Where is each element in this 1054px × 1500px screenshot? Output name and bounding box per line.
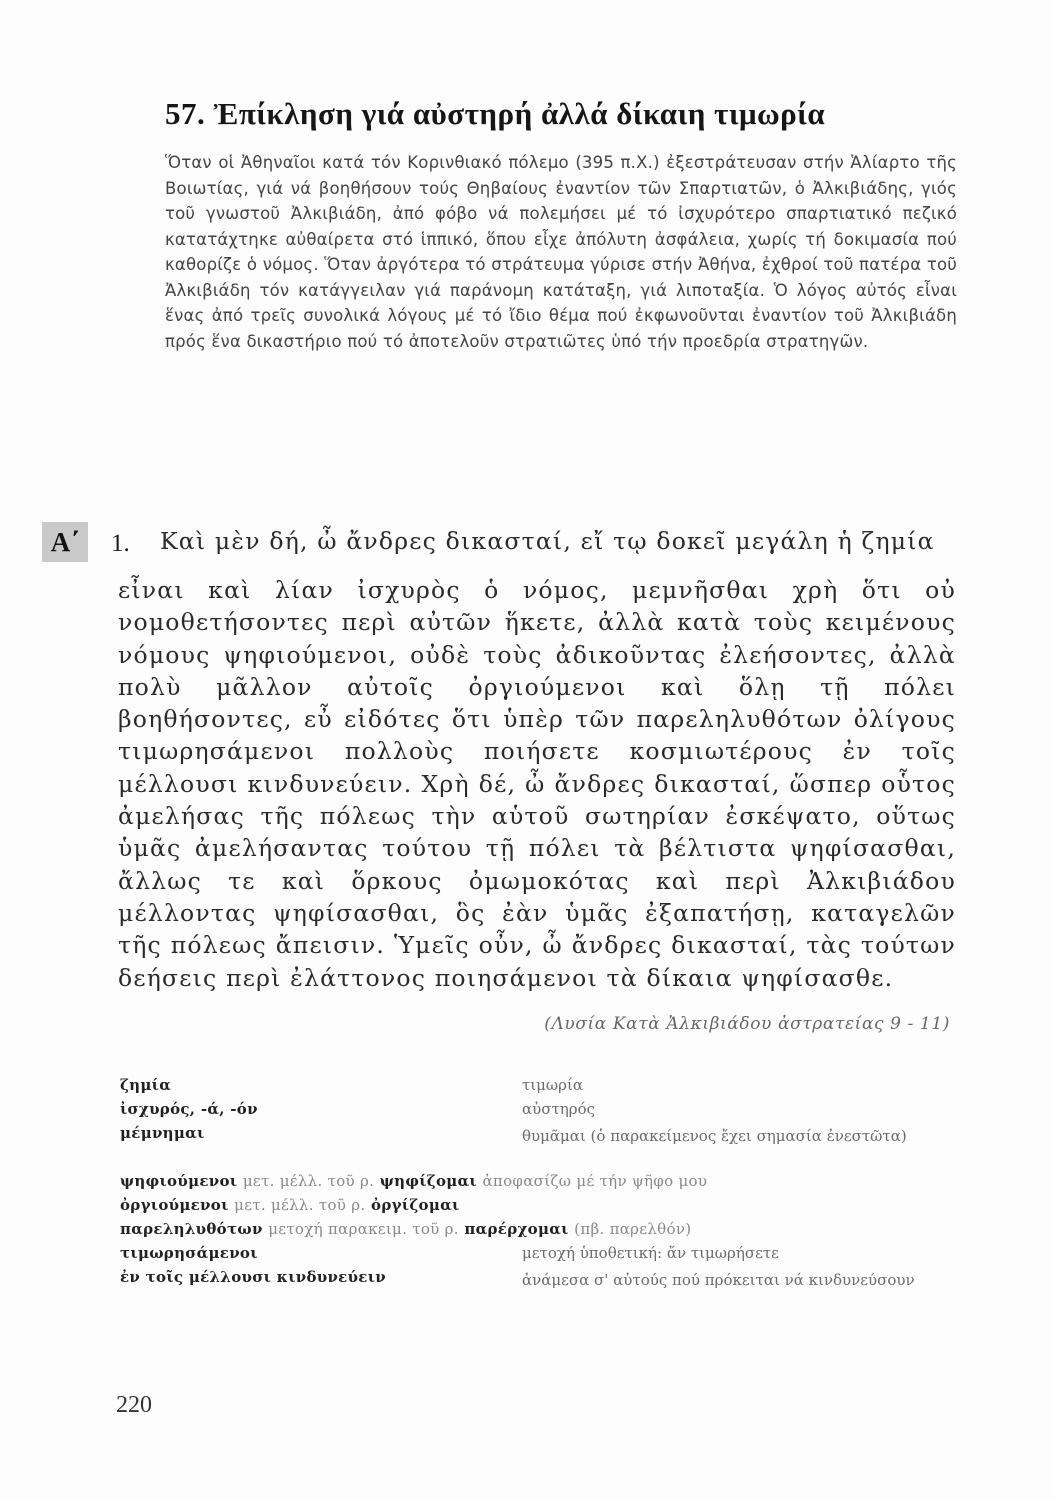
glossary-definition: αὐστηρός: [522, 1100, 596, 1118]
glossary-note: μετ. μέλλ. τοῦ ρ.: [234, 1196, 366, 1214]
glossary-term-group: [120, 1172, 707, 1190]
glossary-row: [120, 1220, 960, 1244]
glossary-note: μετ. μέλλ. τοῦ ρ.: [242, 1172, 375, 1190]
glossary-term-verb: παρέρχομαι: [464, 1220, 569, 1238]
glossary-definition: θυμᾶμαι (ὁ παρακείμενος ἔχει σημασία ἐνεστῶτα): [522, 1127, 907, 1145]
glossary-definition: ἀνάμεσα σ' αὐτούς πού πρόκειται νά κινδυνεύσουν: [522, 1271, 915, 1289]
passage-text: εἶναι καὶ λίαν ἰσχυρὸς ὁ νόμος, μεμνῆσθαι χρὴ ὅτι οὐ νομοθετήσοντες περὶ αὐτῶν ἥκετε, ἀλλὰ κατὰ τοὺς κειμένους νόμους ψηφιούμενοι, οὐδὲ τοὺς ἀδικοῦντας ἐλεήσοντες, ἀλλὰ πολὺ μᾶλλον αὐτοῖς ὀργιούμενοι καὶ ὅλῃ τῇ πόλει βοηθήσοντες, εὖ εἰδότες ὅτι ὑπὲρ τῶν παρεληλυθότων ὀλίγους τιμωρησάμενοι πολλοὺς ποιήσετε κοσμιωτέρους ἐν τοῖς μέλλουσι κινδυνεύειν. Χρὴ δέ, ὦ ἄνδρες δικασταί, ὥσπερ οὗτος ἀμελήσας τῆς πόλεως τὴν αὑτοῦ σωτηρίαν ἐσκέψατο, οὕτως ὑμᾶς ἀμελήσαντας τούτου τῇ πόλει τὰ βέλτιστα ψηφίσασθαι, ἄλλως τε καὶ ὅρκους ὀμωμοκότας καὶ περὶ Ἀλκιβιάδου μέλλοντας ψηφίσασθαι, ὃς ἐὰν ὑμᾶς ἐξαπατήσῃ, καταγελῶν τῆς πόλεως ἄπεισιν. Ὑμεῖς οὖν, ὦ ἄνδρες δικασταί, τὰς τούτων δεήσεις περὶ ἐλάττονος ποιησάμενοι τὰ δίκαια ψηφίσασθε.: [118, 576, 956, 992]
page-number: 220: [116, 1392, 152, 1418]
glossary-term: ὀργιούμενοι: [120, 1196, 229, 1214]
glossary-row: [120, 1100, 960, 1124]
glossary-term: ζημία: [120, 1076, 172, 1094]
glossary-term-group: [120, 1220, 691, 1238]
glossary-row: [120, 1268, 960, 1316]
glossary-term: τιμωρησάμενοι: [120, 1244, 258, 1262]
glossary-term: ἰσχυρός, -ά, -όν: [120, 1100, 258, 1118]
glossary-definition: τιμωρία: [522, 1076, 583, 1094]
chapter-intro: Ὅταν οἱ Ἀθηναῖοι κατά τόν Κορινθιακό πόλεμο (395 π.Χ.) ἐξεστράτευσαν στήν Ἁλίαρτο τῆς Βοιωτίας, γιά νά βοηθήσουν τούς Θηβαίους ἐναντίον τῶν Σπαρτιατῶν, ὁ Ἀλκιβιάδης, γιός τοῦ γνωστοῦ Ἀλκιβιάδη, ἀπό φόβο νά πολεμήσει μέ τό ἰσχυρότερο σπαρτιατικό πεζικό κατατάχτηκε αὐθαίρετα στό ἱππικό, ὅπου εἶχε ἀπόλυτη ἀσφάλεια, χωρίς τή δοκιμασία πού καθορίζε ὁ νόμος. Ὅταν ἀργότερα τό στράτευμα γύρισε στήν Ἀθήνα, ἐχθροί τοῦ πατέρα τοῦ Ἀλκιβιάδη τόν κατάγγειλαν γιά παράνομη κατάταξη, γιά λιποταξία. Ὁ λόγος αὐτός εἶναι ἕνας ἀπό τρεῖς συνολικά λόγους μέ τό ἴδιο θέμα πού ἐκφωνοῦνται ἐναντίον τοῦ Ἀλκιβιάδη πρός ἕνα δικαστήριο πού τό ἀποτελοῦν στρατιῶτες ὑπό τήν προεδρία στρατηγῶν.: [165, 153, 957, 351]
glossary-term: παρεληλυθότων: [120, 1220, 263, 1238]
glossary-term: ψηφιούμενοι: [120, 1172, 238, 1190]
passage-source: (Λυσία Κατὰ Ἀλκιβιάδου ἀστρατείας 9 - 11): [544, 1014, 950, 1034]
glossary-row: [120, 1076, 960, 1100]
glossary-term: ἐν τοῖς μέλλουσι κινδυνεύειν: [120, 1268, 386, 1286]
section-marker: Α΄: [42, 522, 88, 562]
glossary-definition: (πβ. παρελθόν): [574, 1220, 692, 1238]
glossary-term-verb: ὀργίζομαι: [371, 1196, 460, 1214]
passage-first-line-text: Καὶ μὲν δή, ὦ ἄνδρες δικασταί, εἴ τῳ δοκεῖ μεγάλη ἡ ζημία: [160, 527, 935, 555]
glossary-term-verb: ψηφίζομαι: [379, 1172, 477, 1190]
glossary-term-group: [120, 1196, 460, 1214]
chapter-title: 57. Ἐπίκληση γιά αὐστηρή ἀλλά δίκαιη τιμωρία: [165, 96, 826, 131]
glossary-definition: μετοχή ὑποθετική: ἄν τιμωρήσετε: [522, 1244, 779, 1262]
glossary-row: [120, 1172, 960, 1196]
glossary-term: μέμνημαι: [120, 1124, 205, 1142]
glossary-row: [120, 1196, 960, 1220]
glossary-definition: ἀποφασίζω μέ τήν ψῆφο μου: [482, 1172, 708, 1190]
passage-first-line: [160, 525, 956, 557]
glossary-note: μετοχή παρακειμ. τοῦ ρ.: [268, 1220, 459, 1238]
paragraph-number: 1.: [111, 530, 130, 557]
glossary-row: [120, 1244, 960, 1268]
glossary-row: [120, 1124, 960, 1172]
glossary: [120, 1076, 960, 1316]
